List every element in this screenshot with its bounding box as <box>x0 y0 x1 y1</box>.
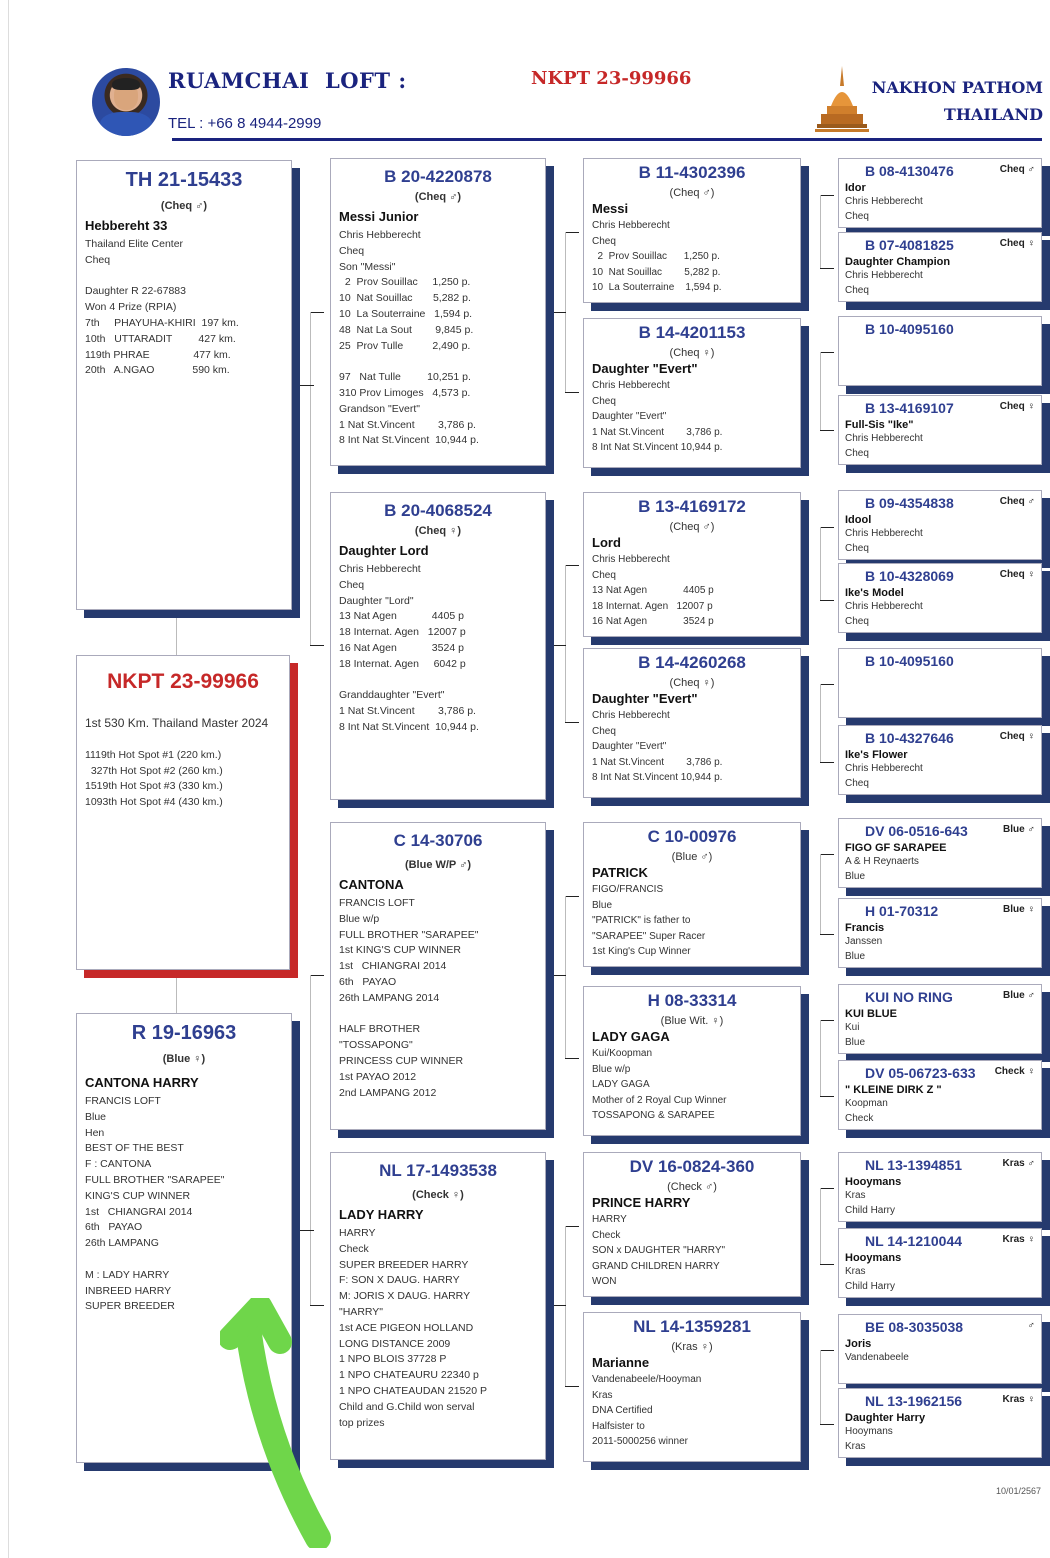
connector-line <box>820 762 834 763</box>
connector-line <box>820 934 834 935</box>
gen3-5-ring: C 10-00976 <box>647 827 737 846</box>
gen3-6-name: LADY GAGA <box>592 1029 670 1044</box>
gen4-16-colour-sex: Kras ♀ <box>1002 1394 1035 1405</box>
gen4-10-colour-sex: Blue ♀ <box>1003 904 1035 915</box>
connector-line <box>820 352 834 353</box>
gen4-1-colour-sex: Cheq ♂ <box>999 164 1035 175</box>
gen4-card-15 <box>838 1314 1042 1384</box>
gen4-16-name: Daughter Harry <box>845 1412 926 1424</box>
gen3-4-details: Chris Hebberecht Cheq Daughter "Evert" 1 Nat St.Vincent 3,786 p. 8 Int Nat St.Vincent 10,944 p. <box>592 710 723 783</box>
gen4-card-2 <box>838 232 1042 302</box>
gen3-7-ring: DV 16-0824-360 <box>629 1157 755 1176</box>
connector-line <box>310 312 324 313</box>
connector-line <box>565 1226 579 1227</box>
connector-line <box>550 1305 566 1306</box>
connector-line <box>820 195 821 268</box>
connector-line <box>550 645 566 646</box>
gen4-12-details: Koopman Check <box>845 1098 888 1124</box>
gen3-card-6 <box>583 986 801 1136</box>
gen3-8-name: Marianne <box>592 1355 650 1370</box>
gen4-5-name: Idool <box>845 514 872 526</box>
gen4-card-16 <box>838 1388 1042 1458</box>
connector-line <box>565 1386 579 1387</box>
gen4-5-colour-sex: Cheq ♂ <box>999 496 1035 507</box>
connector-line <box>820 684 834 685</box>
sire-details: Thailand Elite Center Cheq Daughter R 22-67883 Won 4 Prize (RPIA) 7th PHAYUHA-KHIRI 197 km. 10th UTTARADIT 427 km. 119th PHRAE 477 km. 20th A.NGAO 590 km. <box>85 238 239 377</box>
connector-line <box>565 722 579 723</box>
gen4-11-name: KUI BLUE <box>845 1008 897 1020</box>
gen4-16-ring: NL 13-1962156 <box>865 1393 963 1409</box>
gen3-7-details: HARRY Check SON x DAUGHTER "HARRY" GRAND CHILDREN HARRY WON <box>592 1214 726 1287</box>
gen4-12-colour-sex: Check ♀ <box>994 1066 1035 1077</box>
gen4-card-11 <box>838 984 1042 1054</box>
gen4-2-colour-sex: Cheq ♀ <box>999 238 1035 249</box>
gen3-8-ring: NL 14-1359281 <box>633 1317 751 1336</box>
connector-line <box>310 975 311 1305</box>
gen2-3-name: CANTONA <box>339 877 404 892</box>
gen3-1-ring: B 11-4302396 <box>638 163 746 182</box>
gen4-4-name: Full-Sis "Ike" <box>845 419 914 431</box>
connector-line <box>565 392 579 393</box>
connector-line <box>820 1350 821 1424</box>
gen4-11-details: Kui Blue <box>845 1022 866 1048</box>
gen3-2-colour-sex: (Cheq ♀) <box>669 347 715 359</box>
location-line-2: THAILAND <box>943 105 1043 124</box>
subject-highlight: 1st 530 Km. Thailand Master 2024 <box>85 716 269 730</box>
gen4-card-5 <box>838 490 1042 560</box>
gen2-1-colour-sex: (Cheq ♂) <box>414 191 462 203</box>
gen2-3-details: FRANCIS LOFT Blue w/p FULL BROTHER "SARAPEE" 1st KING'S CUP WINNER 1st CHIANGRAI 2014 6th PAYAO 26th LAMPANG 2014 HALF BROTHER "TOSSAPONG" PRINCESS CUP WINNER 1st PAYAO 2012 2nd LAMPANG 2012 <box>339 897 479 1099</box>
connector-line <box>565 565 579 566</box>
gen3-6-ring: H 08-33314 <box>647 991 737 1010</box>
gen4-11-ring: KUI NO RING <box>865 989 953 1005</box>
gen2-2-ring: B 20-4068524 <box>384 501 492 520</box>
gen4-10-ring: H 01-70312 <box>865 903 939 919</box>
header-rule <box>172 138 1042 141</box>
connector-line <box>820 1020 834 1021</box>
gen4-13-details: Kras Child Harry <box>845 1190 896 1216</box>
owner-avatar <box>92 68 160 136</box>
gen4-card-13 <box>838 1152 1042 1222</box>
loft-name: RUAMCHAI LOFT : <box>168 68 407 93</box>
gen3-card-8 <box>583 1312 801 1462</box>
connector-line <box>565 896 579 897</box>
connector-line <box>310 312 311 645</box>
dam-colour-sex: (Blue ♀) <box>162 1053 206 1065</box>
connector-line <box>565 1226 566 1386</box>
gen4-1-details: Chris Hebberecht Cheq <box>845 196 923 222</box>
gen2-card-4 <box>330 1152 546 1460</box>
connector-line <box>820 1020 821 1096</box>
gen4-15-name: Joris <box>845 1338 872 1350</box>
connector-line <box>820 1188 821 1264</box>
gen4-2-details: Chris Hebberecht Cheq <box>845 270 923 296</box>
gen4-7-ring: B 10-4095160 <box>865 653 954 669</box>
gen4-2-ring: B 07-4081825 <box>865 237 954 253</box>
gen4-8-ring: B 10-4327646 <box>865 730 954 746</box>
gen2-4-colour-sex: (Check ♀) <box>412 1189 464 1201</box>
sire-colour-sex: (Cheq ♂) <box>160 200 208 212</box>
gen4-15-details: Vandenabeele <box>845 1352 909 1363</box>
connector-line <box>820 1350 834 1351</box>
connector-line <box>820 1264 834 1265</box>
gen2-4-name: LADY HARRY <box>339 1207 424 1222</box>
gen2-2-details: Chris Hebberecht Cheq Daughter "Lord" 13 Nat Agen 4405 p 18 Internat. Agen 12007 p 16 Nat Agen 3524 p 18 Internat. Agen 6042 p Granddaughter "Evert" 1 Nat St.Vincent 3,786 p. 8 Int Nat St.Vincent 10,944 p. <box>339 563 479 733</box>
subject-card <box>76 655 290 970</box>
connector-line <box>300 385 314 386</box>
gen2-1-ring: B 20-4220878 <box>384 167 492 186</box>
gen4-13-colour-sex: Kras ♂ <box>1002 1158 1035 1169</box>
gen4-3-ring: B 10-4095160 <box>865 321 954 337</box>
gen4-1-ring: B 08-4130476 <box>865 163 954 179</box>
gen3-1-colour-sex: (Cheq ♂) <box>669 187 715 199</box>
connector-line <box>550 975 566 976</box>
dam-ring: R 19-16963 <box>131 1022 237 1044</box>
gen2-card-2 <box>330 492 546 800</box>
location-line-1: NAKHON PATHOM <box>871 78 1043 97</box>
connector-line <box>820 1096 834 1097</box>
connector-line <box>820 1188 834 1189</box>
gen4-card-9 <box>838 818 1042 888</box>
gen3-card-5 <box>583 822 801 967</box>
dam-details: FRANCIS LOFT Blue Hen BEST OF THE BEST F : CANTONA FULL BROTHER "SARAPEE" KING'S CUP WINNER 1st CHIANGRAI 2014 6th PAYAO 26th LAMPANG M : LADY HARRY INBREED HARRY SUPER BREEDER <box>85 1095 225 1313</box>
connector-line <box>550 312 566 313</box>
gen2-card-1 <box>330 158 546 466</box>
gen4-14-colour-sex: Kras ♀ <box>1002 1234 1035 1245</box>
sire-ring: TH 21-15433 <box>125 169 243 191</box>
location <box>850 74 1043 128</box>
gen4-8-colour-sex: Cheq ♀ <box>999 731 1035 742</box>
gen3-7-name: PRINCE HARRY <box>592 1195 691 1210</box>
connector-line <box>565 232 579 233</box>
gen3-2-details: Chris Hebberecht Cheq Daughter "Evert" 1 Nat St.Vincent 3,786 p. 8 Int Nat St.Vincent 10,944 p. <box>592 380 723 453</box>
gen2-4-ring: NL 17-1493538 <box>379 1161 497 1180</box>
print-date: 10/01/2567 <box>996 1486 1042 1496</box>
gen4-card-4 <box>838 395 1042 465</box>
connector-line <box>565 565 566 722</box>
gen4-5-ring: B 09-4354838 <box>865 495 954 511</box>
gen4-15-ring: BE 08-3035038 <box>865 1319 964 1335</box>
gen4-6-name: Ike's Model <box>845 587 904 599</box>
gen3-card-1 <box>583 158 801 303</box>
gen4-15-colour-sex: ♂ <box>1027 1320 1035 1331</box>
gen3-2-name: Daughter "Evert" <box>592 361 698 376</box>
connector-line <box>176 970 177 1013</box>
gen4-card-3 <box>838 316 1042 386</box>
subject-results: 1119th Hot Spot #1 (220 km.) 327th Hot Spot #2 (260 km.) 1519th Hot Spot #3 (330 km.) 1093th Hot Spot #4 (430 km.) <box>85 748 223 809</box>
connector-line <box>820 854 834 855</box>
gen3-card-2 <box>583 318 801 468</box>
connector-line <box>820 600 834 601</box>
gen3-3-details: Chris Hebberecht Cheq 13 Nat Agen 4405 p 18 Internat. Agen 12007 p 16 Nat Agen 3524 p <box>592 554 714 627</box>
gen4-4-details: Chris Hebberecht Cheq <box>845 433 923 459</box>
subject-ring: NKPT 23-99966 <box>107 670 259 693</box>
gen3-card-4 <box>583 648 801 798</box>
gen3-4-ring: B 14-4260268 <box>638 653 746 672</box>
gen3-5-details: FIGO/FRANCIS Blue "PATRICK" is father to "SARAPEE" Super Racer 1st King's Cup Winner <box>592 884 706 957</box>
gen3-4-name: Daughter "Evert" <box>592 691 698 706</box>
gen4-card-6 <box>838 563 1042 633</box>
connector-line <box>565 1058 579 1059</box>
gen2-2-colour-sex: (Cheq ♀) <box>414 525 462 537</box>
gen4-8-name: Ike's Flower <box>845 749 908 761</box>
gen3-4-colour-sex: (Cheq ♀) <box>669 677 715 689</box>
gen4-12-name: " KLEINE DIRK Z " <box>845 1084 942 1096</box>
connector-line <box>300 1230 314 1231</box>
gen3-5-colour-sex: (Blue ♂) <box>671 851 713 863</box>
gen4-card-7 <box>838 648 1042 718</box>
green-arrow-annotation <box>220 1298 350 1548</box>
sire-name: Hebbereht 33 <box>85 218 168 233</box>
gen2-1-details: Chris Hebberecht Cheq Son "Messi" 2 Prov Souillac 1,250 p. 10 Nat Souillac 5,282 p. 10 La Souterraine 1,594 p. 48 Nat La Sout 9,845 p. 25 Prov Tulle 2,490 p. 97 Nat Tulle 10,251 p. 310 Prov Limoges 4,573 p. Grandson "Evert" 1 Nat St.Vincent 3,786 p. 8 Int Nat St.Vincent 10,944 p. <box>339 229 479 447</box>
gen4-9-name: FIGO GF SARAPEE <box>845 842 947 854</box>
gen4-6-colour-sex: Cheq ♀ <box>999 569 1035 580</box>
gen3-card-7 <box>583 1152 801 1297</box>
gen4-5-details: Chris Hebberecht Cheq <box>845 528 923 554</box>
gen3-card-3 <box>583 492 801 637</box>
connector-line <box>565 896 566 1058</box>
gen4-1-name: Idor <box>845 182 866 194</box>
connector-line <box>820 1424 834 1425</box>
gen4-8-details: Chris Hebberecht Cheq <box>845 763 923 789</box>
gen3-5-name: PATRICK <box>592 865 648 880</box>
gen4-card-10 <box>838 898 1042 968</box>
gen3-3-name: Lord <box>592 535 621 550</box>
connector-line <box>310 975 324 976</box>
gen3-6-colour-sex: (Blue Wit. ♀) <box>660 1015 724 1027</box>
connector-line <box>820 430 834 431</box>
gen4-card-12 <box>838 1060 1042 1130</box>
gen2-1-name: Messi Junior <box>339 209 419 224</box>
gen3-8-details: Vandenabeele/Hooyman Kras DNA Certified Halfsister to 2011-5000256 winner <box>592 1374 702 1447</box>
gen3-3-ring: B 13-4169172 <box>638 497 746 516</box>
gen4-16-details: Hooymans Kras <box>845 1426 893 1452</box>
gen4-9-ring: DV 06-0516-643 <box>865 823 968 839</box>
connector-line <box>820 268 834 269</box>
gen4-14-name: Hooymans <box>845 1252 902 1264</box>
gen4-2-name: Daughter Champion <box>845 256 951 268</box>
dam-name: CANTONA HARRY <box>85 1075 199 1090</box>
gen4-10-details: Janssen Blue <box>845 936 883 962</box>
gen4-6-ring: B 10-4328069 <box>865 568 954 584</box>
gen3-1-name: Messi <box>592 201 629 216</box>
gen2-3-colour-sex: (Blue W/P ♂) <box>404 859 472 871</box>
loft-phone: TEL : +66 8 4944-2999 <box>168 115 322 132</box>
gen4-9-colour-sex: Blue ♂ <box>1003 824 1035 835</box>
gen3-1-details: Chris Hebberecht Cheq 2 Prov Souillac 1,250 p. 10 Nat Souillac 5,282 p. 10 La Souterraine 1,594 p. <box>592 220 722 293</box>
connector-line <box>820 684 821 762</box>
gen4-14-ring: NL 14-1210044 <box>865 1233 963 1249</box>
gen4-9-details: A & H Reynaerts Blue <box>845 856 919 882</box>
sire-card <box>76 160 292 610</box>
gen4-6-details: Chris Hebberecht Cheq <box>845 601 923 627</box>
gen4-14-details: Kras Child Harry <box>845 1266 896 1292</box>
gen4-13-ring: NL 13-1394851 <box>865 1157 963 1173</box>
connector-line <box>820 352 821 430</box>
connector-line <box>310 645 324 646</box>
connector-line <box>820 854 821 934</box>
gen3-7-colour-sex: (Check ♂) <box>667 1181 717 1193</box>
gen4-12-ring: DV 05-06723-633 <box>865 1065 976 1081</box>
header-ring-number: NKPT 23-99966 <box>531 68 692 89</box>
gen3-3-colour-sex: (Cheq ♂) <box>669 521 715 533</box>
gen4-11-colour-sex: Blue ♂ <box>1003 990 1035 1001</box>
gen3-8-colour-sex: (Kras ♀) <box>671 1341 713 1353</box>
gen2-card-3 <box>330 822 546 1130</box>
gen3-6-details: Kui/Koopman Blue w/p LADY GAGA Mother of 2 Royal Cup Winner TOSSAPONG & SARAPEE <box>592 1048 727 1121</box>
gen2-3-ring: C 14-30706 <box>393 831 483 850</box>
gen4-card-1 <box>838 158 1042 228</box>
gen4-10-name: Francis <box>845 922 885 934</box>
gen2-4-details: HARRY Check SUPER BREEDER HARRY F: SON X DAUG. HARRY M: JORIS X DAUG. HARRY "HARRY" 1st ACE PIGEON HOLLAND LONG DISTANCE 2009 1 NPO BLOIS 37728 P 1 NPO CHATEAURU 22340 p 1 NPO CHATEAUDAN 21520 P Child and G.Child won serval top prizes <box>339 1227 488 1429</box>
gen4-4-ring: B 13-4169107 <box>865 400 954 416</box>
connector-line <box>820 195 834 196</box>
connector-line <box>820 527 821 600</box>
gen2-2-name: Daughter Lord <box>339 543 429 558</box>
connector-line <box>820 527 834 528</box>
gen4-13-name: Hooymans <box>845 1176 902 1188</box>
gen4-card-8 <box>838 725 1042 795</box>
gen4-4-colour-sex: Cheq ♀ <box>999 401 1035 412</box>
connector-line <box>176 610 177 655</box>
gen3-2-ring: B 14-4201153 <box>638 323 746 342</box>
gen4-card-14 <box>838 1228 1042 1298</box>
